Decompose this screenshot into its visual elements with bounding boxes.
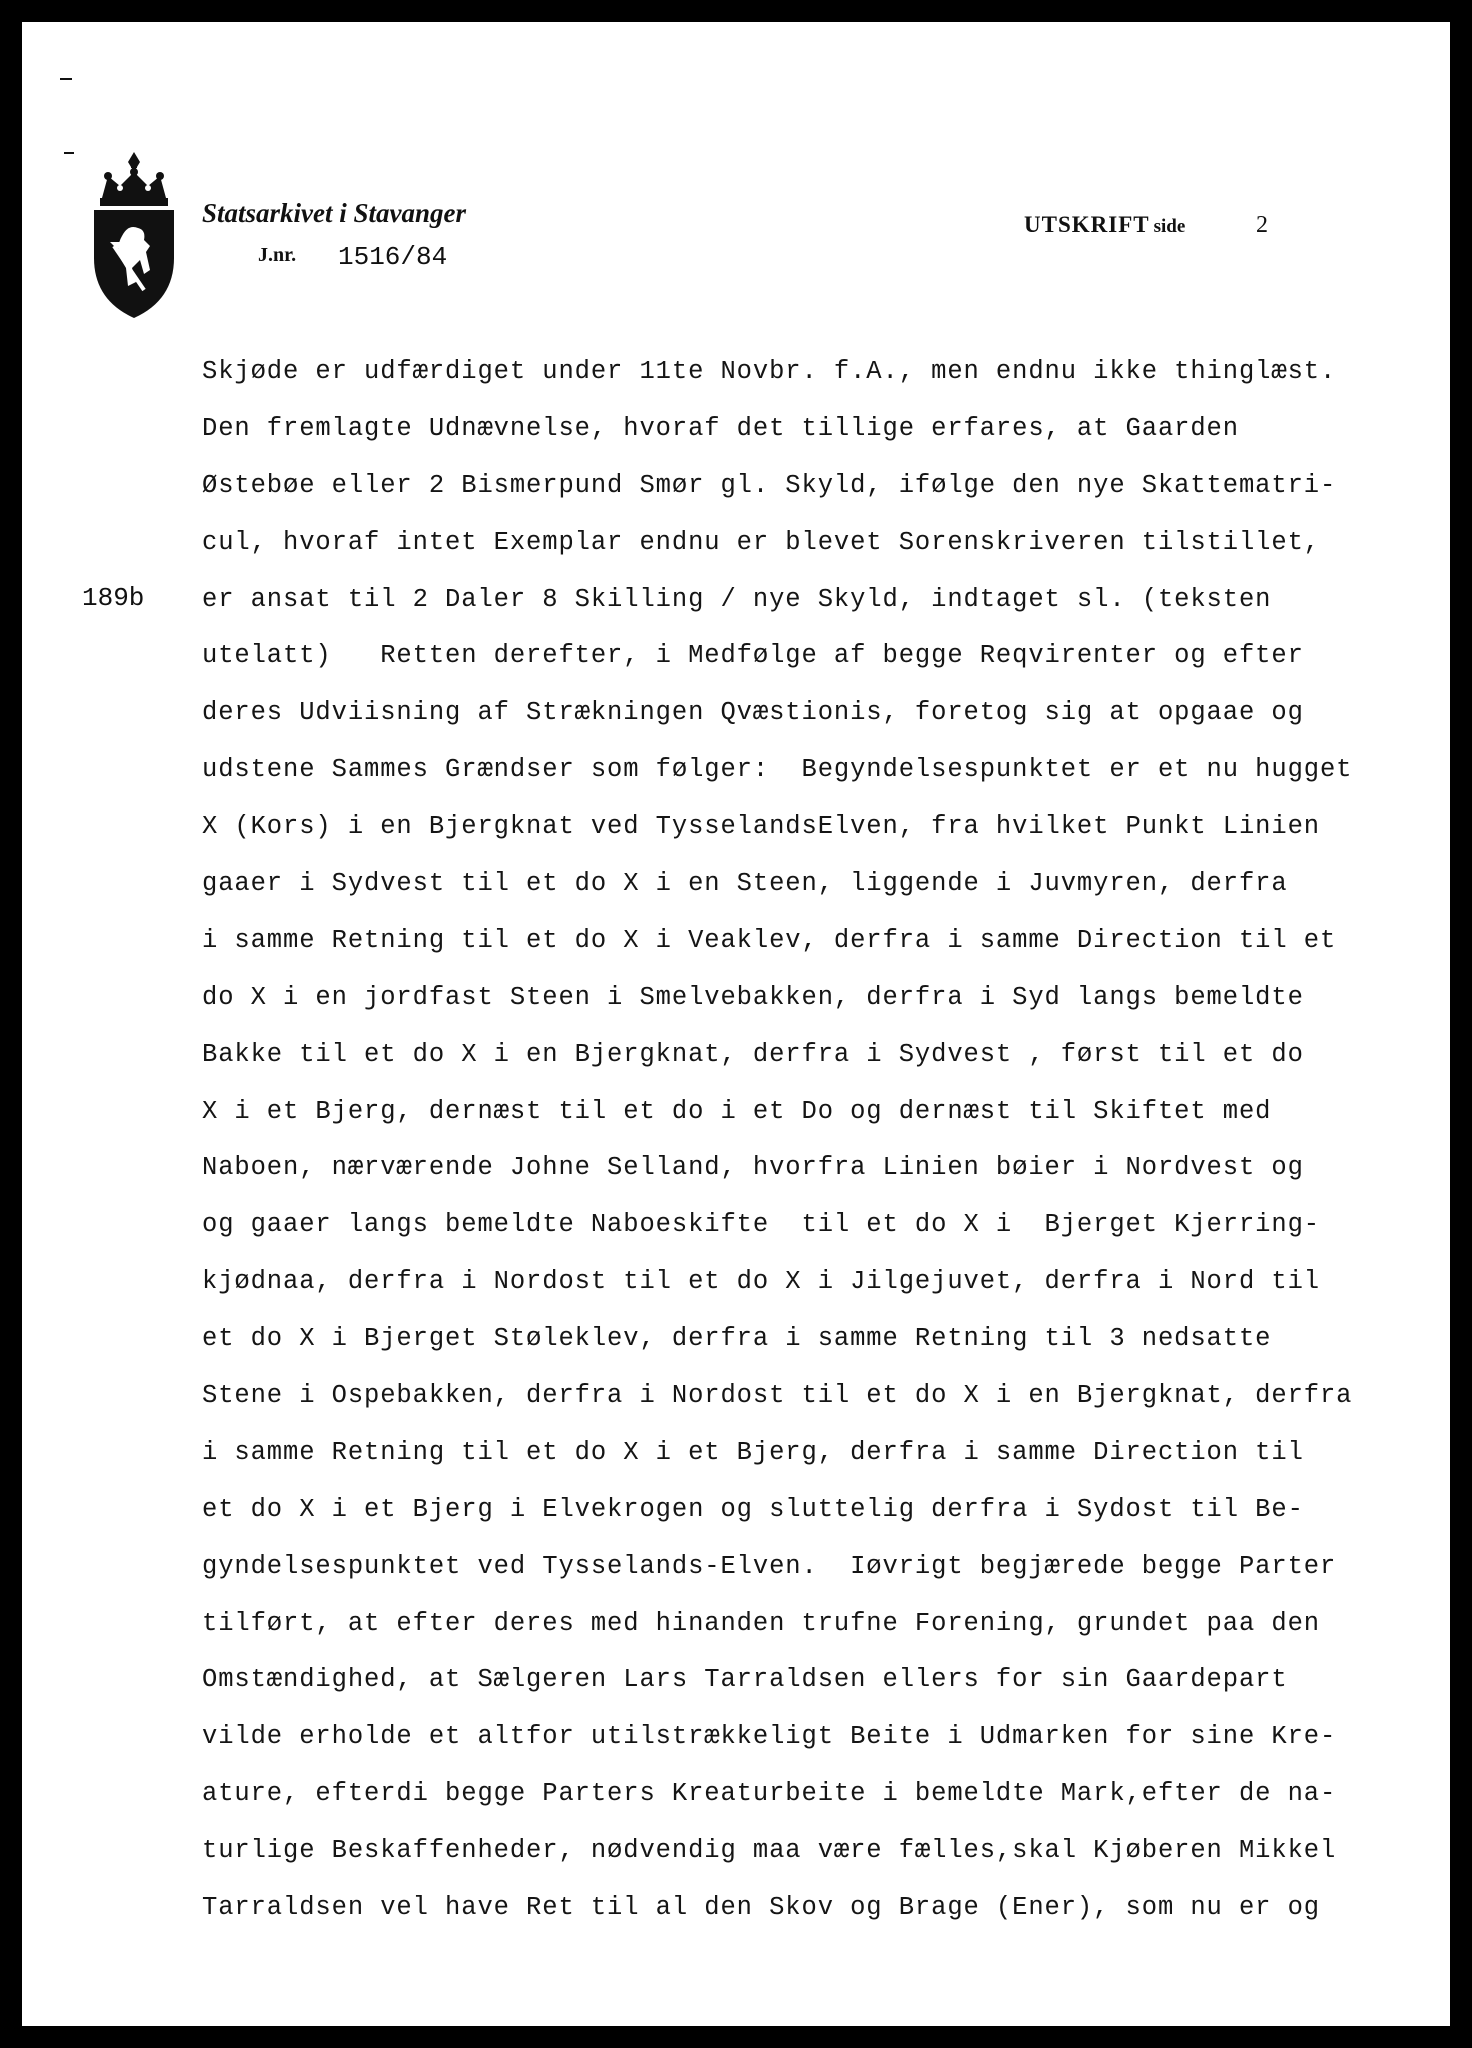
text-line: i samme Retning til et do X i et Bjerg, derfra i samme Direction til bbox=[202, 1437, 1304, 1467]
text-line: er ansat til 2 Daler 8 Skilling / nye Skyld, indtaget sl. (teksten bbox=[202, 584, 1272, 614]
text-line: X i et Bjerg, dernæst til et do i et Do og dernæst til Skiftet med bbox=[202, 1096, 1272, 1126]
journal-number-label: J.nr. bbox=[258, 244, 297, 266]
text-line: i samme Retning til et do X i Veaklev, derfra i samme Direction til et bbox=[202, 925, 1337, 955]
text-line: utelatt) Retten derefter, i Medfølge af begge Reqvirenter og efter bbox=[202, 641, 1304, 671]
text-line: udstene Sammes Grændser som følger: Begyndelsespunktet er et nu hugget bbox=[202, 755, 1353, 785]
text-line: vilde erholde et altfor utilstrækkeligt Beite i Udmarken for sine Kre- bbox=[202, 1722, 1337, 1752]
coat-of-arms-icon bbox=[88, 150, 180, 320]
text-line: tilført, at efter deres med hinanden trufne Forening, grundet paa den bbox=[202, 1608, 1320, 1638]
institution-name: Statsarkivet i Stavanger bbox=[202, 198, 467, 228]
text-line: Bakke til et do X i en Bjergknat, derfra i Sydvest , først til et do bbox=[202, 1039, 1304, 1069]
text-line: do X i en jordfast Steen i Smelvebakken, derfra i Syd langs bemeldte bbox=[202, 982, 1304, 1012]
text-line: X (Kors) i en Bjergknat ved TysselandsElven, fra hvilket Punkt Linien bbox=[202, 812, 1320, 842]
text-line: gaaer i Sydvest til et do X i en Steen, liggende i Juvmyren, derfra bbox=[202, 869, 1288, 899]
text-line: Den fremlagte Udnævnelse, hvoraf det tillige erfares, at Gaarden bbox=[202, 413, 1239, 443]
text-line: Naboen, nærværende Johne Selland, hvorfra Linien bøier i Nordvest og bbox=[202, 1153, 1304, 1183]
text-line: cul, hvoraf intet Exemplar endnu er blevet Sorenskriveren tilstillet, bbox=[202, 527, 1320, 557]
page-number: 2 bbox=[1256, 212, 1268, 238]
text-line: Stene i Ospebakken, derfra i Nordost til et do X i en Bjergknat, derfra bbox=[202, 1381, 1353, 1411]
doc-type-label: UTSKRIFT bbox=[1024, 212, 1150, 237]
text-line: ature, efterdi begge Parters Kreaturbeite i bemeldte Mark,efter de na- bbox=[202, 1779, 1337, 1809]
margin-note: 189b bbox=[82, 583, 145, 613]
text-line: Østebøe eller 2 Bismerpund Smør gl. Skyld, ifølge den nye Skattematri- bbox=[202, 470, 1337, 500]
text-line: kjødnaa, derfra i Nordost til et do X i Jilgejuvet, derfra i Nord til bbox=[202, 1267, 1320, 1297]
transcript-header bbox=[1024, 212, 1185, 238]
text-line: turlige Beskaffenheder, nødvendig maa være fælles,skal Kjøberen Mikkel bbox=[202, 1836, 1337, 1866]
side-label: side bbox=[1153, 216, 1186, 237]
text-line: og gaaer langs bemeldte Naboeskifte til et do X i Bjerget Kjerring- bbox=[202, 1210, 1320, 1240]
text-line: deres Udviisning af Strækningen Qvæstionis, foretog sig at opgaae og bbox=[202, 698, 1304, 728]
body-text bbox=[202, 350, 1432, 1943]
text-line: et do X i et Bjerg i Elvekrogen og sluttelig derfra i Sydost til Be- bbox=[202, 1494, 1304, 1524]
scan-mark bbox=[60, 78, 72, 80]
scan-mark bbox=[64, 152, 74, 154]
journal-number: 1516/84 bbox=[338, 242, 448, 272]
text-line: Omstændighed, at Sælgeren Lars Tarraldsen ellers for sin Gaardepart bbox=[202, 1665, 1288, 1695]
text-line: et do X i Bjerget Støleklev, derfra i samme Retning til 3 nedsatte bbox=[202, 1324, 1272, 1354]
text-line: Tarraldsen vel have Ret til al den Skov og Brage (Ener), som nu er og bbox=[202, 1893, 1320, 1923]
text-line: Skjøde er udfærdiget under 11te Novbr. f.A., men endnu ikke thinglæst. bbox=[202, 357, 1337, 386]
text-line: gyndelsespunktet ved Tysselands-Elven. Iøvrigt begjærede begge Parter bbox=[202, 1551, 1337, 1581]
